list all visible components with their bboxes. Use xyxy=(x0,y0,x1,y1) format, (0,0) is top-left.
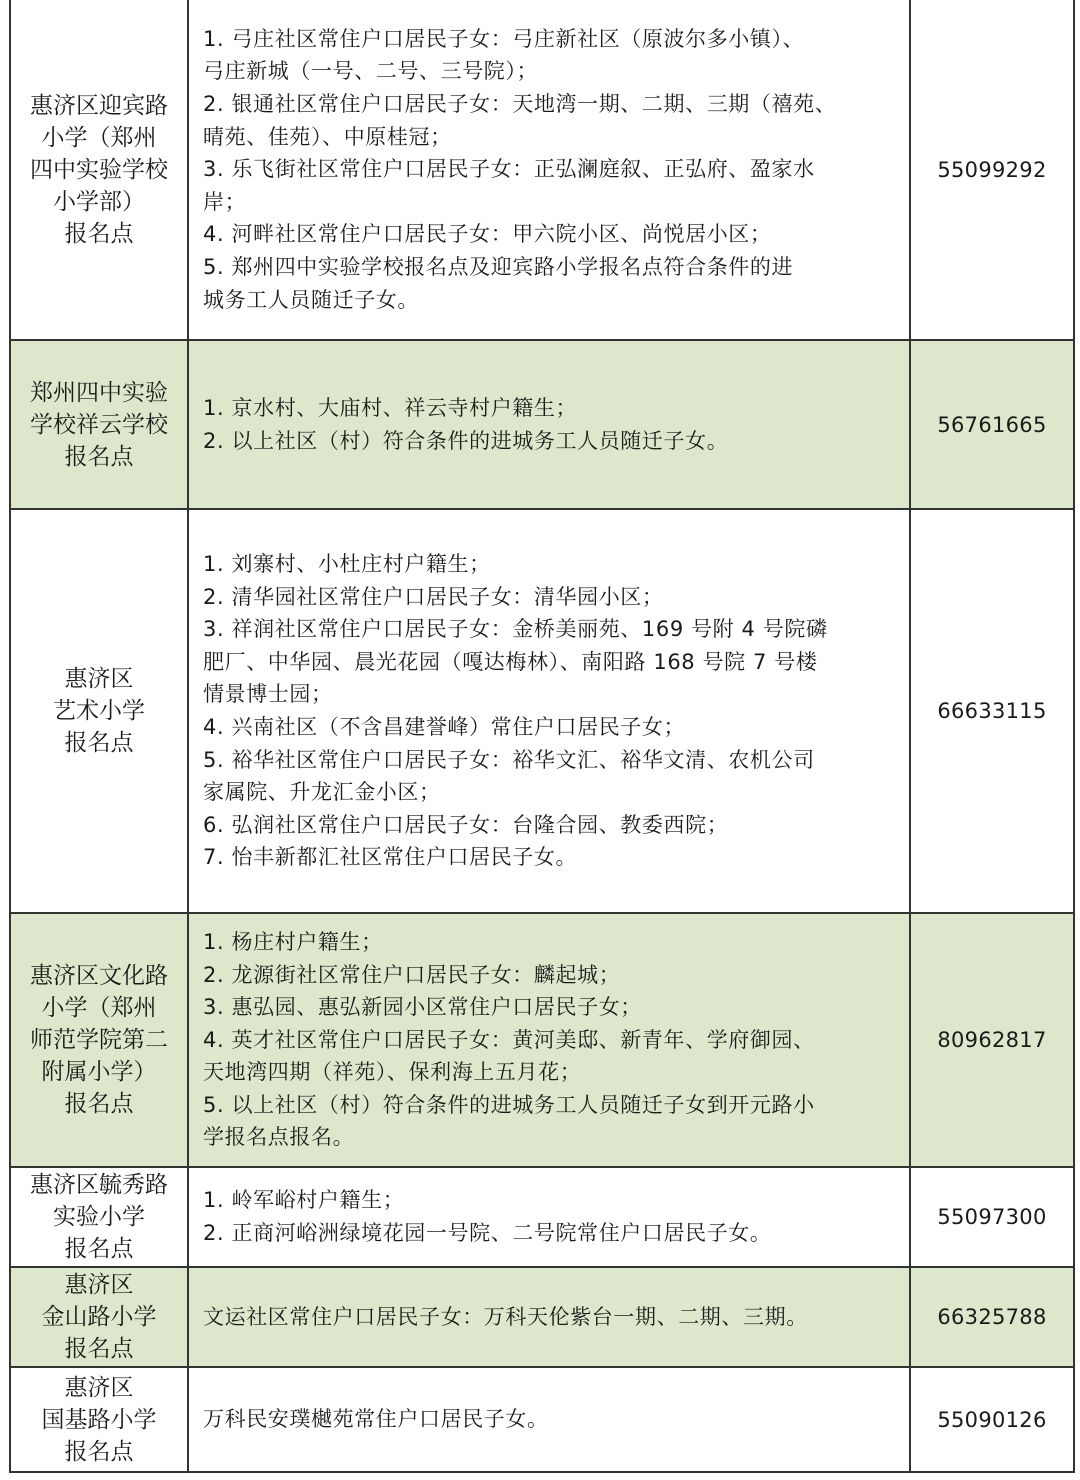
scope-line: 1. 弓庄社区常住户口居民子女：弓庄新社区（原波尔多小镇）、 xyxy=(203,26,805,51)
phone-number: 56761665 xyxy=(910,340,1074,509)
scope-line: 2. 以上社区（村）符合条件的进城务工人员随迁子女。 xyxy=(203,428,729,453)
school-name-line: 小学（郑州 xyxy=(41,124,157,151)
scope-line: 2. 正商河峪洲绿境花园一号院、二号院常住户口居民子女。 xyxy=(203,1221,772,1245)
phone-number: 80962817 xyxy=(910,913,1074,1167)
scope-line: 肥厂、中华园、晨光花园（嘎达梅林）、南阳路 168 号院 7 号楼 xyxy=(203,649,818,674)
phone-number: 55090126 xyxy=(910,1367,1074,1472)
enrollment-scope-cell xyxy=(188,913,910,1167)
school-name-line: 报名点 xyxy=(64,1236,134,1262)
school-name-line: 学校祥云学校 xyxy=(30,411,168,438)
school-name-line: 实验小学 xyxy=(53,1204,145,1230)
table-row xyxy=(10,1167,1074,1267)
scope-line: 1. 岭军峪村户籍生； xyxy=(203,1188,405,1213)
school-name-line: 四中实验学校 xyxy=(30,156,168,183)
scope-line: 2. 清华园社区常住户口居民子女：清华园小区； xyxy=(203,584,664,609)
school-name-line: 惠济区毓秀路 xyxy=(30,1172,168,1198)
school-name-cell xyxy=(10,913,188,1167)
scope-line: 弓庄新城（一号、二号、三号院）； xyxy=(203,59,539,84)
scope-line: 5. 裕华社区常住户口居民子女：裕华文汇、裕华文清、农机公司 xyxy=(203,747,815,772)
school-name-line: 惠济区迎宾路 xyxy=(30,92,168,119)
scope-line: 3. 祥润社区常住户口居民子女：金桥美丽苑、169 号附 4 号院磷 xyxy=(203,617,828,642)
school-name-line: 小学（郑州 xyxy=(41,995,157,1021)
scope-line: 2. 银通社区常住户口居民子女：天地湾一期、二期、三期（禧苑、 xyxy=(203,92,837,117)
scope-line: 2. 龙源街社区常住户口居民子女：麟起城； xyxy=(203,962,621,987)
school-name-line: 报名点 xyxy=(64,220,134,247)
scope-line: 3. 乐飞街社区常住户口居民子女：正弘澜庭叙、正弘府、盈家水 xyxy=(203,157,815,182)
school-name-line: 惠济区文化路 xyxy=(30,963,168,989)
scope-line: 文运社区常住户口居民子女：万科天伦紫台一期、二期、三期。 xyxy=(203,1304,808,1329)
scope-line: 天地湾四期（祥苑）、保利海上五月花； xyxy=(203,1060,582,1085)
phone-number: 66633115 xyxy=(910,509,1074,913)
scope-line: 1. 刘寨村、小杜庄村户籍生； xyxy=(203,552,491,577)
enrollment-scope-cell xyxy=(188,509,910,913)
scope-line: 岸； xyxy=(203,189,247,214)
enrollment-scope-cell xyxy=(188,0,910,340)
table-row xyxy=(10,340,1074,509)
school-name-cell xyxy=(10,340,188,509)
school-name-line: 艺术小学 xyxy=(53,698,145,724)
scope-line: 5. 以上社区（村）符合条件的进城务工人员随迁子女到开元路小 xyxy=(203,1092,815,1117)
scope-line: 5. 郑州四中实验学校报名点及迎宾路小学报名点符合条件的进 xyxy=(203,254,794,279)
enrollment-scope-cell xyxy=(188,1167,910,1267)
school-name-line: 附属小学） xyxy=(41,1059,157,1085)
scope-line: 7. 怡丰新都汇社区常住户口居民子女。 xyxy=(203,845,578,870)
school-name-line: 报名点 xyxy=(64,443,134,470)
scope-line: 情景博士园； xyxy=(203,682,333,707)
phone-number: 55099292 xyxy=(910,0,1074,340)
table-row xyxy=(10,0,1074,340)
scope-line: 4. 河畔社区常住户口居民子女：甲六院小区、尚悦居小区； xyxy=(203,222,772,247)
school-name-cell xyxy=(10,1267,188,1367)
table-row xyxy=(10,913,1074,1167)
scope-line: 家属院、升龙汇金小区； xyxy=(203,780,441,805)
enrollment-scope-cell xyxy=(188,340,910,509)
school-name-line: 师范学院第二 xyxy=(30,1027,168,1053)
school-name-cell xyxy=(10,1167,188,1267)
school-name-line: 金山路小学 xyxy=(41,1304,157,1330)
school-name-line: 惠济区 xyxy=(64,666,134,692)
school-name-line: 国基路小学 xyxy=(41,1406,157,1433)
school-name-line: 报名点 xyxy=(64,1091,134,1117)
scope-line: 6. 弘润社区常住户口居民子女：台隆合园、教委西院； xyxy=(203,812,729,837)
scope-line: 万科民安璞樾苑常住户口居民子女。 xyxy=(203,1407,549,1432)
phone-number: 55097300 xyxy=(910,1167,1074,1267)
phone-number: 66325788 xyxy=(910,1267,1074,1367)
enrollment-scope-cell xyxy=(188,1367,910,1472)
scope-line: 3. 惠弘园、惠弘新园小区常住户口居民子女； xyxy=(203,995,642,1020)
school-name-cell xyxy=(10,509,188,913)
scope-line: 城务工人员随迁子女。 xyxy=(203,287,419,312)
scope-line: 1. 杨庄村户籍生； xyxy=(203,929,383,954)
school-name-line: 郑州四中实验 xyxy=(30,379,168,406)
scope-line: 1. 京水村、大庙村、祥云寺村户籍生； xyxy=(203,395,578,420)
school-name-cell xyxy=(10,1367,188,1472)
school-name-cell xyxy=(10,0,188,340)
enrollment-table xyxy=(9,0,1075,1473)
school-name-line: 报名点 xyxy=(64,730,134,756)
school-name-line: 惠济区 xyxy=(64,1272,134,1298)
table-row xyxy=(10,509,1074,913)
table-row xyxy=(10,1367,1074,1472)
school-name-line: 小学部） xyxy=(53,188,145,215)
scope-line: 4. 兴南社区（不含昌建誉峰）常住户口居民子女； xyxy=(203,715,686,739)
school-name-line: 报名点 xyxy=(64,1336,134,1362)
scope-line: 学报名点报名。 xyxy=(203,1125,355,1150)
table-row xyxy=(10,1267,1074,1367)
school-name-line: 惠济区 xyxy=(64,1374,134,1401)
enrollment-scope-cell xyxy=(188,1267,910,1367)
scope-line: 晴苑、佳苑）、中原桂冠； xyxy=(203,124,452,149)
scope-line: 4. 英才社区常住户口居民子女：黄河美邸、新青年、学府御园、 xyxy=(203,1027,815,1052)
school-name-line: 报名点 xyxy=(64,1438,134,1465)
